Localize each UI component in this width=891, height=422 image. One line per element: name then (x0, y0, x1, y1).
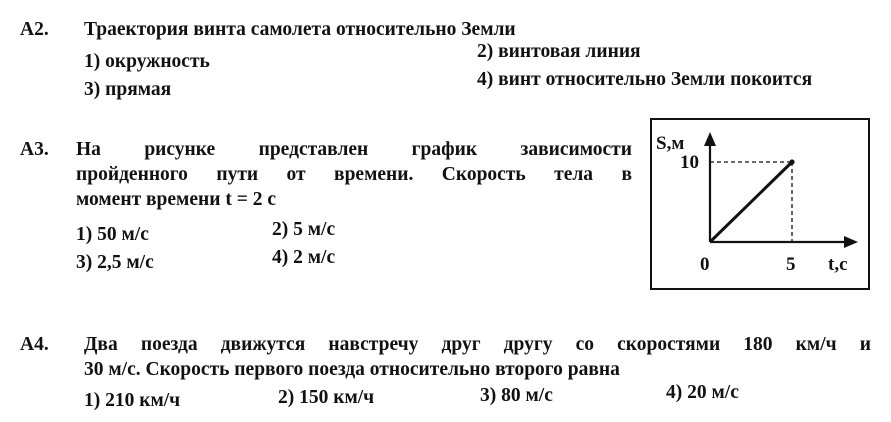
x-axis-label: t,с (828, 254, 848, 275)
question-a3-option-4: 4) 2 м/с (272, 247, 336, 268)
question-a3-option-2: 2) 5 м/с (272, 219, 336, 240)
question-a4-number: A4. (20, 334, 49, 355)
question-a2-number: A2. (20, 19, 49, 40)
series-line (710, 162, 792, 242)
y-axis-label: S,м (656, 133, 685, 154)
question-a3-line-1: На рисунке представлен график зависимости (76, 139, 632, 160)
path-time-graph (650, 118, 870, 290)
question-a2-option-3: 3) прямая (84, 79, 172, 100)
question-a2-option-1: 1) окружность (84, 51, 210, 72)
question-a2-option-2: 2) винтовая линия (477, 41, 641, 62)
x-tick-label: 5 (786, 254, 796, 275)
question-a4-line-2: 30 м/с. Скорость первого поезда относительно второго равна (84, 359, 620, 380)
data-point (789, 159, 794, 164)
question-a3-number: A3. (20, 139, 49, 160)
question-a4-option-3: 3) 80 м/с (480, 385, 553, 406)
question-a3-line-3: момент времени t = 2 с (76, 189, 276, 210)
question-a2-option-4: 4) винт относительно Земли покоится (477, 69, 813, 90)
path-time-graph-svg (652, 120, 868, 288)
question-a4-line-1: Два поезда движутся навстречу друг другу со скоростями 180 км/ч и (84, 334, 871, 355)
y-axis-arrow-icon (704, 132, 716, 146)
question-a3-option-1: 1) 50 м/с (76, 224, 149, 245)
question-a3-line-2: пройденного пути от времени. Скорость тела в (76, 164, 632, 185)
question-a4-option-4: 4) 20 м/с (666, 382, 739, 403)
question-a4-option-2: 2) 150 км/ч (278, 387, 375, 408)
origin-label: 0 (700, 254, 710, 275)
question-a2-text: Траектория винта самолета относительно Земли (84, 19, 516, 40)
question-a4-option-1: 1) 210 км/ч (84, 390, 181, 411)
question-a3-option-3: 3) 2,5 м/с (76, 252, 154, 273)
x-axis-arrow-icon (844, 236, 858, 248)
y-tick-label: 10 (680, 152, 699, 173)
